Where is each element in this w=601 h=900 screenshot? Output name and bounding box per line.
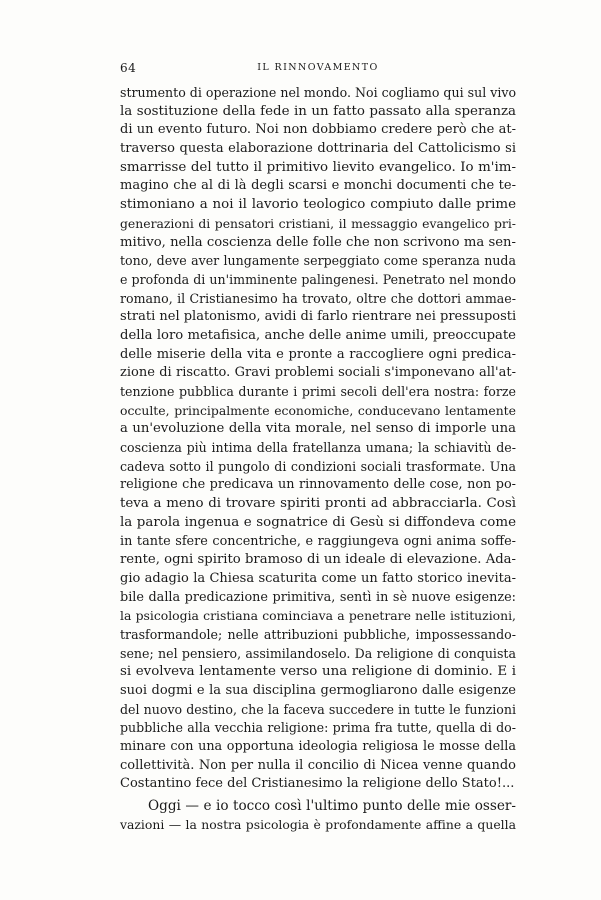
text-line: gio adagio la Chiesa scaturita come un fatto storico inevita- <box>120 570 516 586</box>
text-line: e profonda di un'imminente palingenesi. Penetrato nel mondo <box>120 271 516 287</box>
text-line: della loro metafisica, anche delle anime umili, preoccupate <box>120 327 516 343</box>
text-line: mitivo, nella coscienza delle folle che non scrivono ma sen- <box>120 234 516 250</box>
text-line: a un'evoluzione della vita morale, nel senso di imporle una <box>120 421 516 437</box>
text-line: religione che predicava un rinnovamento delle cose, non po- <box>120 477 516 493</box>
text-line: smarrisse del tutto il primitivo lievito evangelico. Io m'im- <box>120 159 516 175</box>
text-line: pubbliche alla vecchia religione: prima fra tutte, quella di do- <box>120 720 516 736</box>
text-line: la parola ingenua e sognatrice di Gesù si diffondeva come <box>120 514 516 530</box>
page-header <box>120 61 516 77</box>
text-line: in tante sfere concentriche, e raggiungeva ogni anima soffe- <box>120 533 516 549</box>
text-line: trasformandole; nelle attribuzioni pubbliche, impossessando- <box>120 626 516 642</box>
text-line: del nuovo destino, che la faceva succedere in tutte le funzioni <box>120 701 516 717</box>
text-line: la psicologia cristiana cominciava a penetrare nelle istituzioni, <box>120 608 516 624</box>
text-line: coscienza più intima della fratellanza umana; la schiavitù de- <box>120 440 516 456</box>
text-line: suoi dogmi e la sua disciplina germogliarono dalle esigenze <box>120 683 516 698</box>
text-line: bile dalla predicazione primitiva, sentì in sè nuove esigenze: <box>120 589 516 605</box>
running-title: IL RINNOVAMENTO <box>257 62 379 73</box>
text-line: strati nel platonismo, avidi di farlo rientrare nei pressuposti <box>120 309 517 325</box>
text-line: romano, il Cristianesimo ha trovato, oltre che dottori ammae- <box>120 290 516 306</box>
text-line: minare con una opportuna ideologia religiosa le mosse della <box>120 739 516 755</box>
text-line: rente, ogni spirito bramoso di un ideale di elevazione. Ada- <box>120 552 516 568</box>
text-line: delle miserie della vita e pronte a raccogliere ogni predica- <box>120 346 516 362</box>
text-line: Costantino fece del Cristianesimo la religione dello Stato!... <box>120 776 515 792</box>
text-line: la sostituzione della fede in un fatto passato alla speranza <box>120 103 516 119</box>
text-line: sene; nel pensiero, assimilandoselo. Da religione di conquista <box>120 645 516 661</box>
text-line: si evolveva lentamente verso una religione di dominio. E i <box>120 664 516 680</box>
text-line: di un evento futuro. Noi non dobbiamo credere però che at- <box>120 122 516 138</box>
text-line: collettività. Non per nulla il concilio di Nicea venne quando <box>120 757 516 773</box>
text-line: magino che al di là degli scarsi e monchi documenti che te- <box>120 178 516 194</box>
text-line: vazioni — la nostra psicologia è profondamente affine a quella <box>120 816 516 832</box>
body-text <box>120 84 516 835</box>
paragraph-2 <box>120 797 516 834</box>
text-line: tono, deve aver lungamente serpeggiato come speranza nuda <box>120 253 516 269</box>
text-line: generazioni di pensatori cristiani, il messaggio evangelico pri- <box>120 215 516 231</box>
text-line: zione di riscatto. Gravi problemi sociali s'imponevano all'at- <box>120 365 516 381</box>
text-line: traverso questa elaborazione dottrinaria del Cattolicismo si <box>120 141 516 157</box>
paragraph-1 <box>120 84 516 794</box>
text-line: tenzione pubblica durante i primi secoli dell'era nostra: forze <box>120 384 516 399</box>
text-line: stimoniano a noi il lavorio teologico compiuto dalle prime <box>120 197 516 213</box>
text-line: cadeva sotto il pungolo di condizioni sociali trasformate. Una <box>120 458 516 474</box>
page-number: 64 <box>120 61 137 75</box>
text-line: teva a meno di trovare spiriti pronti ad abbracciarla. Così <box>120 496 516 512</box>
text-line: occulte, principalmente economiche, conducevano lentamente <box>120 402 516 418</box>
text-line: strumento di operazione nel mondo. Noi cogliamo qui sul vivo <box>120 85 517 100</box>
text-line: Oggi — e io tocco così l'ultimo punto delle mie osser- <box>148 798 516 815</box>
